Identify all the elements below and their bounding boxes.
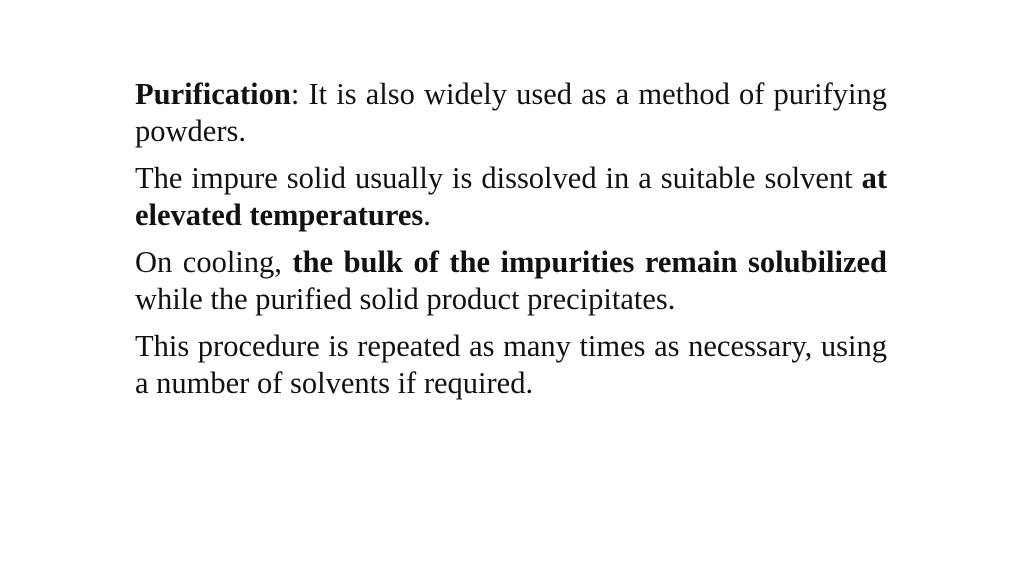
purification-description: : It is also widely used as a method of purifying powders. bbox=[135, 77, 887, 148]
dissolution-period: . bbox=[423, 198, 431, 232]
paragraph-dissolution bbox=[135, 160, 887, 234]
paragraph-purification bbox=[135, 76, 887, 150]
elevated-temperatures-emphasis: at elevated temperatures bbox=[135, 161, 887, 232]
repetition-text: This procedure is repeated as many times as necessary, using a number of solvents if required. bbox=[135, 329, 887, 400]
dissolution-text: The impure solid usually is dissolved in a suitable solvent bbox=[135, 161, 862, 195]
term-purification: Purification bbox=[135, 77, 291, 111]
paragraph-repetition bbox=[135, 328, 887, 402]
cooling-intro: On cooling, bbox=[135, 245, 293, 279]
impurities-emphasis: the bulk of the impurities remain solubilized bbox=[292, 245, 887, 279]
cooling-conclusion: while the purified solid product precipitates. bbox=[135, 282, 676, 316]
paragraph-cooling bbox=[135, 244, 887, 318]
slide-body-text bbox=[135, 76, 887, 412]
